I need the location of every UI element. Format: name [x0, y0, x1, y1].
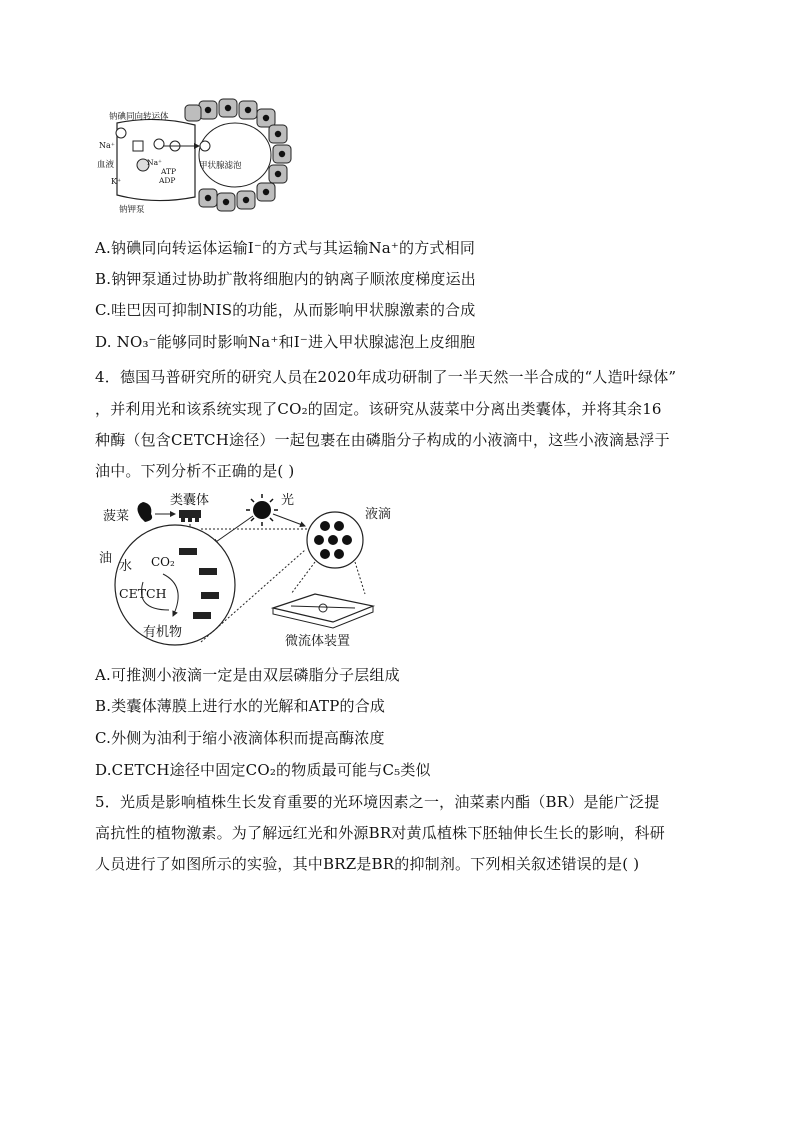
q4-option-a: A.可推测小液滴一定是由双层磷脂分子层组成 — [95, 666, 400, 684]
spinach-leaf-icon — [137, 502, 152, 522]
blood-label: 血液 — [97, 160, 115, 170]
spinach-label: 菠菜 — [103, 509, 130, 524]
q5-stem-line2: 高抗性的植物激素。为了解远红光和外源BR对黄瓜植株下胚轴伸长生长的影响，科研 — [95, 824, 665, 842]
q4-stem-line1: 4．德国马普研究所的研究人员在2020年成功研制了一半天然一半合成的“人造叶绿体” — [95, 368, 677, 386]
q4-stem-line2: ，并利用光和该系统实现了CO₂的固定。该研究从菠菜中分离出类囊体，并将其余16 — [95, 400, 662, 418]
sun-icon — [246, 494, 278, 526]
k-label: K⁺ — [111, 177, 122, 186]
q5-stem-line1: 5．光质是影响植株生长发育重要的光环境因素之一，油菜素内酯（BR）是能广泛提 — [95, 793, 660, 811]
q5-stem-line3: 人员进行了如图所示的实验，其中BRZ是BR的抑制剂。下列相关叙述错误的是( ) — [95, 855, 640, 873]
thylakoid-icon — [179, 510, 201, 522]
na-label: Na⁺ — [99, 141, 115, 150]
q4-option-d: D.CETCH途径中固定CO₂的物质最可能与C₅类似 — [95, 761, 431, 779]
q3-option-a: A.钠碘同向转运体运输I⁻的方式与其运输Na⁺的方式相同 — [95, 239, 476, 257]
q3-option-c: C.哇巴因可抑制NIS的功能，从而影响甲状腺激素的合成 — [95, 301, 476, 319]
adp-label: ADP — [159, 176, 176, 185]
pump-label: 钠钾泵 — [119, 205, 145, 215]
oil-label: 油 — [99, 551, 113, 566]
q3-option-d: D. NO₃⁻能够同时影响Na⁺和I⁻进入甲状腺滤泡上皮细胞 — [95, 333, 476, 351]
water-label: 水 — [119, 559, 133, 574]
artificial-chloroplast-figure — [95, 490, 405, 650]
droplet-label: 液滴 — [365, 507, 392, 522]
symporter-label: 钠碘同向转运体 — [109, 112, 169, 122]
cetch-label: CETCH — [119, 586, 167, 601]
organic-label: 有机物 — [143, 625, 183, 640]
follicle-label: 甲状腺滤泡 — [199, 161, 242, 171]
q4-option-c: C.外侧为油利于缩小液滴体积而提高酶浓度 — [95, 729, 385, 747]
thyroid-follicle-figure — [95, 95, 295, 220]
q4-stem-line4: 油中。下列分析不正确的是( ) — [95, 462, 295, 480]
na-label-2: Na⁺ — [147, 158, 162, 167]
light-label: 光 — [281, 493, 295, 508]
thylakoid-label: 类囊体 — [170, 493, 210, 508]
iodide-ion-icon — [116, 128, 126, 138]
atp-label: ATP — [161, 167, 177, 176]
microfluidic-label: 微流体装置 — [285, 634, 351, 649]
q3-option-b: B.钠钾泵通过协助扩散将细胞内的钠离子顺浓度梯度运出 — [95, 270, 476, 288]
q4-option-b: B.类囊体薄膜上进行水的光解和ATP的合成 — [95, 697, 386, 715]
co2-label: CO₂ — [151, 555, 175, 569]
q4-stem-line3: 种酶（包含CETCH途径）一起包裹在由磷脂分子构成的小液滴中，这些小液滴悬浮于 — [95, 431, 670, 449]
